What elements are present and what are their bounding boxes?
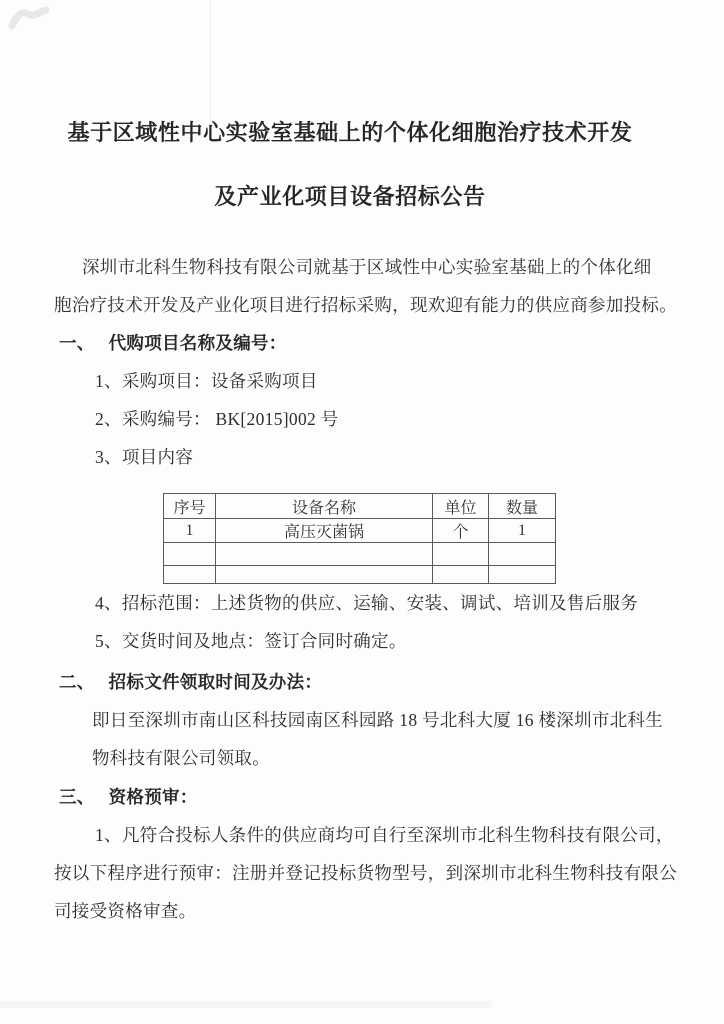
section1-item3: 3、项目内容 xyxy=(95,447,194,467)
section2-heading xyxy=(54,663,670,701)
table-row xyxy=(164,543,556,566)
intro-paragraph-line2: 胞治疗技术开发及产业化项目进行招标采购，现欢迎有能力的供应商参加投标。 xyxy=(54,295,677,315)
section1-label: 代购项目名称及编号： xyxy=(108,333,287,353)
document-body xyxy=(54,0,677,930)
table-cell-quantity xyxy=(489,566,556,584)
section3-line2: 按以下程序进行预审：注册并登记投标货物型号，到深圳市北科生物科技有限公 xyxy=(54,863,677,883)
table-row xyxy=(164,519,556,543)
scan-corner-artifact xyxy=(8,4,52,38)
table-header-row xyxy=(164,494,556,519)
table-cell-equipment-name xyxy=(216,543,433,566)
intro-paragraph-line1: 深圳市北科生物科技有限公司就基于区域性中心实验室基础上的个体化细 xyxy=(82,257,652,277)
table-row xyxy=(164,566,556,584)
table-cell-index xyxy=(164,566,216,584)
document-title-line1: 基于区域性中心实验室基础上的个体化细胞治疗技术开发 xyxy=(67,120,633,145)
scan-band-artifact xyxy=(0,1001,492,1008)
section3-heading xyxy=(54,778,670,816)
table-cell-equipment-name: 高压灭菌锅 xyxy=(216,519,433,543)
section2-line1: 即日至深圳市南山区科技园南区科园路 18 号北科大厦 16 楼深圳市北科生 xyxy=(92,710,664,730)
section1-item4: 4、招标范围：上述货物的供应、运输、安装、调试、培训及售后服务 xyxy=(95,593,639,613)
table-cell-unit: 个 xyxy=(433,519,489,543)
table-cell-equipment-name xyxy=(216,566,433,584)
table-cell-unit xyxy=(433,566,489,584)
table-cell-index xyxy=(164,543,216,566)
section2-number: 二、 xyxy=(59,672,95,692)
section3-label: 资格预审： xyxy=(108,787,198,807)
equipment-table xyxy=(163,493,556,584)
equipment-table-container xyxy=(163,493,555,584)
section1-item5: 5、交货时间及地点：签订合同时确定。 xyxy=(95,631,407,651)
section3-line3: 司接受资格审查。 xyxy=(54,901,197,921)
table-cell-index: 1 xyxy=(164,519,216,543)
section3-line1: 1、凡符合投标人条件的供应商均可自行至深圳市北科生物科技有限公司， xyxy=(95,825,674,845)
section3-number: 三、 xyxy=(59,787,95,807)
section1-heading xyxy=(54,324,670,362)
table-cell-unit xyxy=(433,543,489,566)
section2-label: 招标文件领取时间及办法： xyxy=(108,672,323,692)
section1-item1: 1、采购项目：设备采购项目 xyxy=(95,371,318,391)
table-cell-quantity: 1 xyxy=(489,519,556,543)
table-header-quantity: 数量 xyxy=(489,494,556,519)
table-header-unit: 单位 xyxy=(433,494,489,519)
section1-item2: 2、采购编号： BK[2015]002 号 xyxy=(95,409,339,429)
document-title-line2: 及产业化项目设备招标公告 xyxy=(214,184,486,209)
table-cell-quantity xyxy=(489,543,556,566)
section1-number: 一、 xyxy=(59,333,95,353)
table-header-index: 序号 xyxy=(164,494,216,519)
section2-line2: 物科技有限公司领取。 xyxy=(92,748,270,768)
table-header-equipment-name: 设备名称 xyxy=(216,494,433,519)
